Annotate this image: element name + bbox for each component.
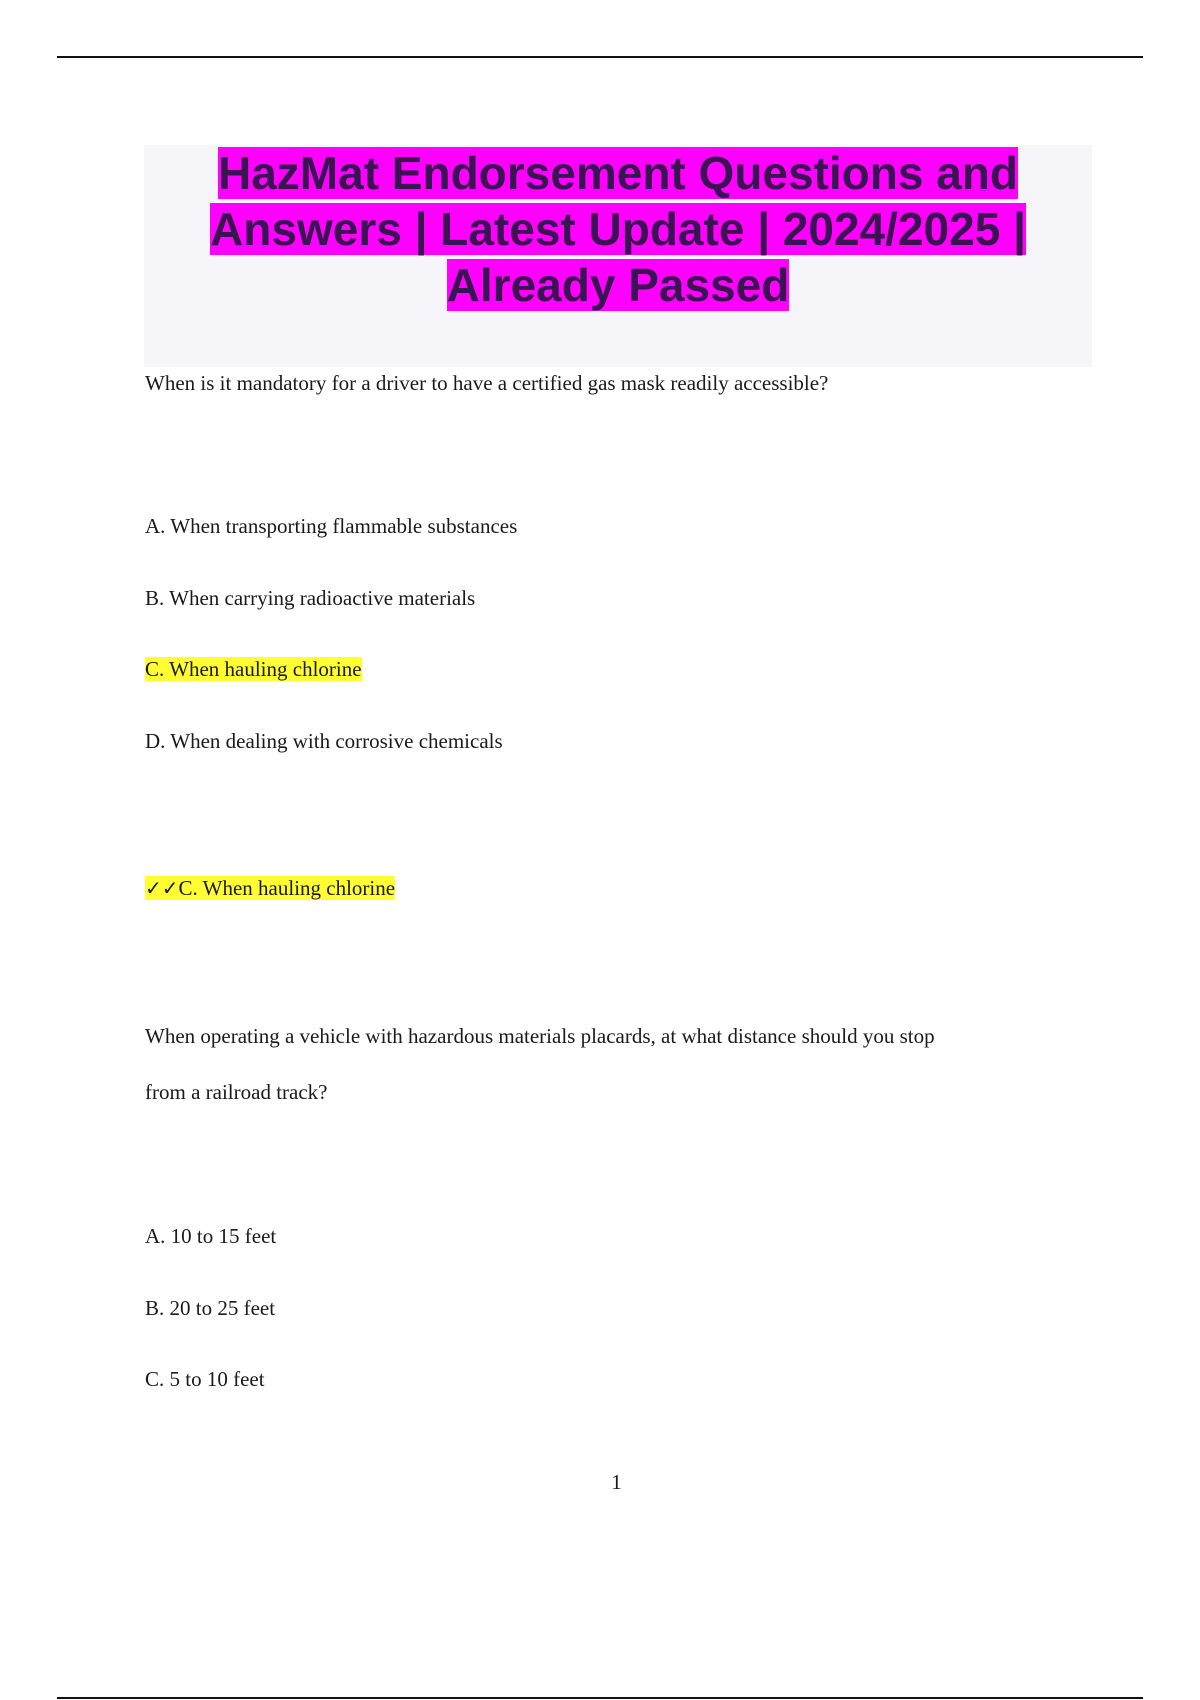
question-2-option-a: A. 10 to 15 feet [145,1224,277,1248]
page-number: 1 [611,1470,622,1494]
question-1-answer-text: C. When hauling chlorine [178,876,396,900]
question-2-option-b: B. 20 to 25 feet [145,1296,276,1320]
top-rule [57,56,1143,58]
question-1-prompt: When is it mandatory for a driver to have a certified gas mask readily accessible? [145,371,829,395]
question-1-option-a: A. When transporting flammable substances [145,514,518,538]
title-block [144,145,1092,367]
question-1-answer [145,860,395,916]
check-icon: ✓✓ [145,876,179,900]
question-1-option-c [145,641,362,697]
question-2-option-c: C. 5 to 10 feet [145,1367,265,1391]
question-1-answer-highlight [145,876,395,900]
question-1-option-c-highlight: C. When hauling chlorine [145,657,362,681]
title-highlight: HazMat Endorsement Questions and Answers | Latest Update | 2024/2025 | Already Passed [210,147,1026,311]
document-title [144,145,1092,313]
question-2-prompt-line-2: from a railroad track? [145,1080,328,1104]
question-1-option-b: B. When carrying radioactive materials [145,586,476,610]
question-1-option-d: D. When dealing with corrosive chemicals [145,729,503,753]
question-2-prompt-line-1: When operating a vehicle with hazardous materials placards, at what distance should you stop [145,1024,935,1048]
bottom-rule [57,1697,1143,1699]
